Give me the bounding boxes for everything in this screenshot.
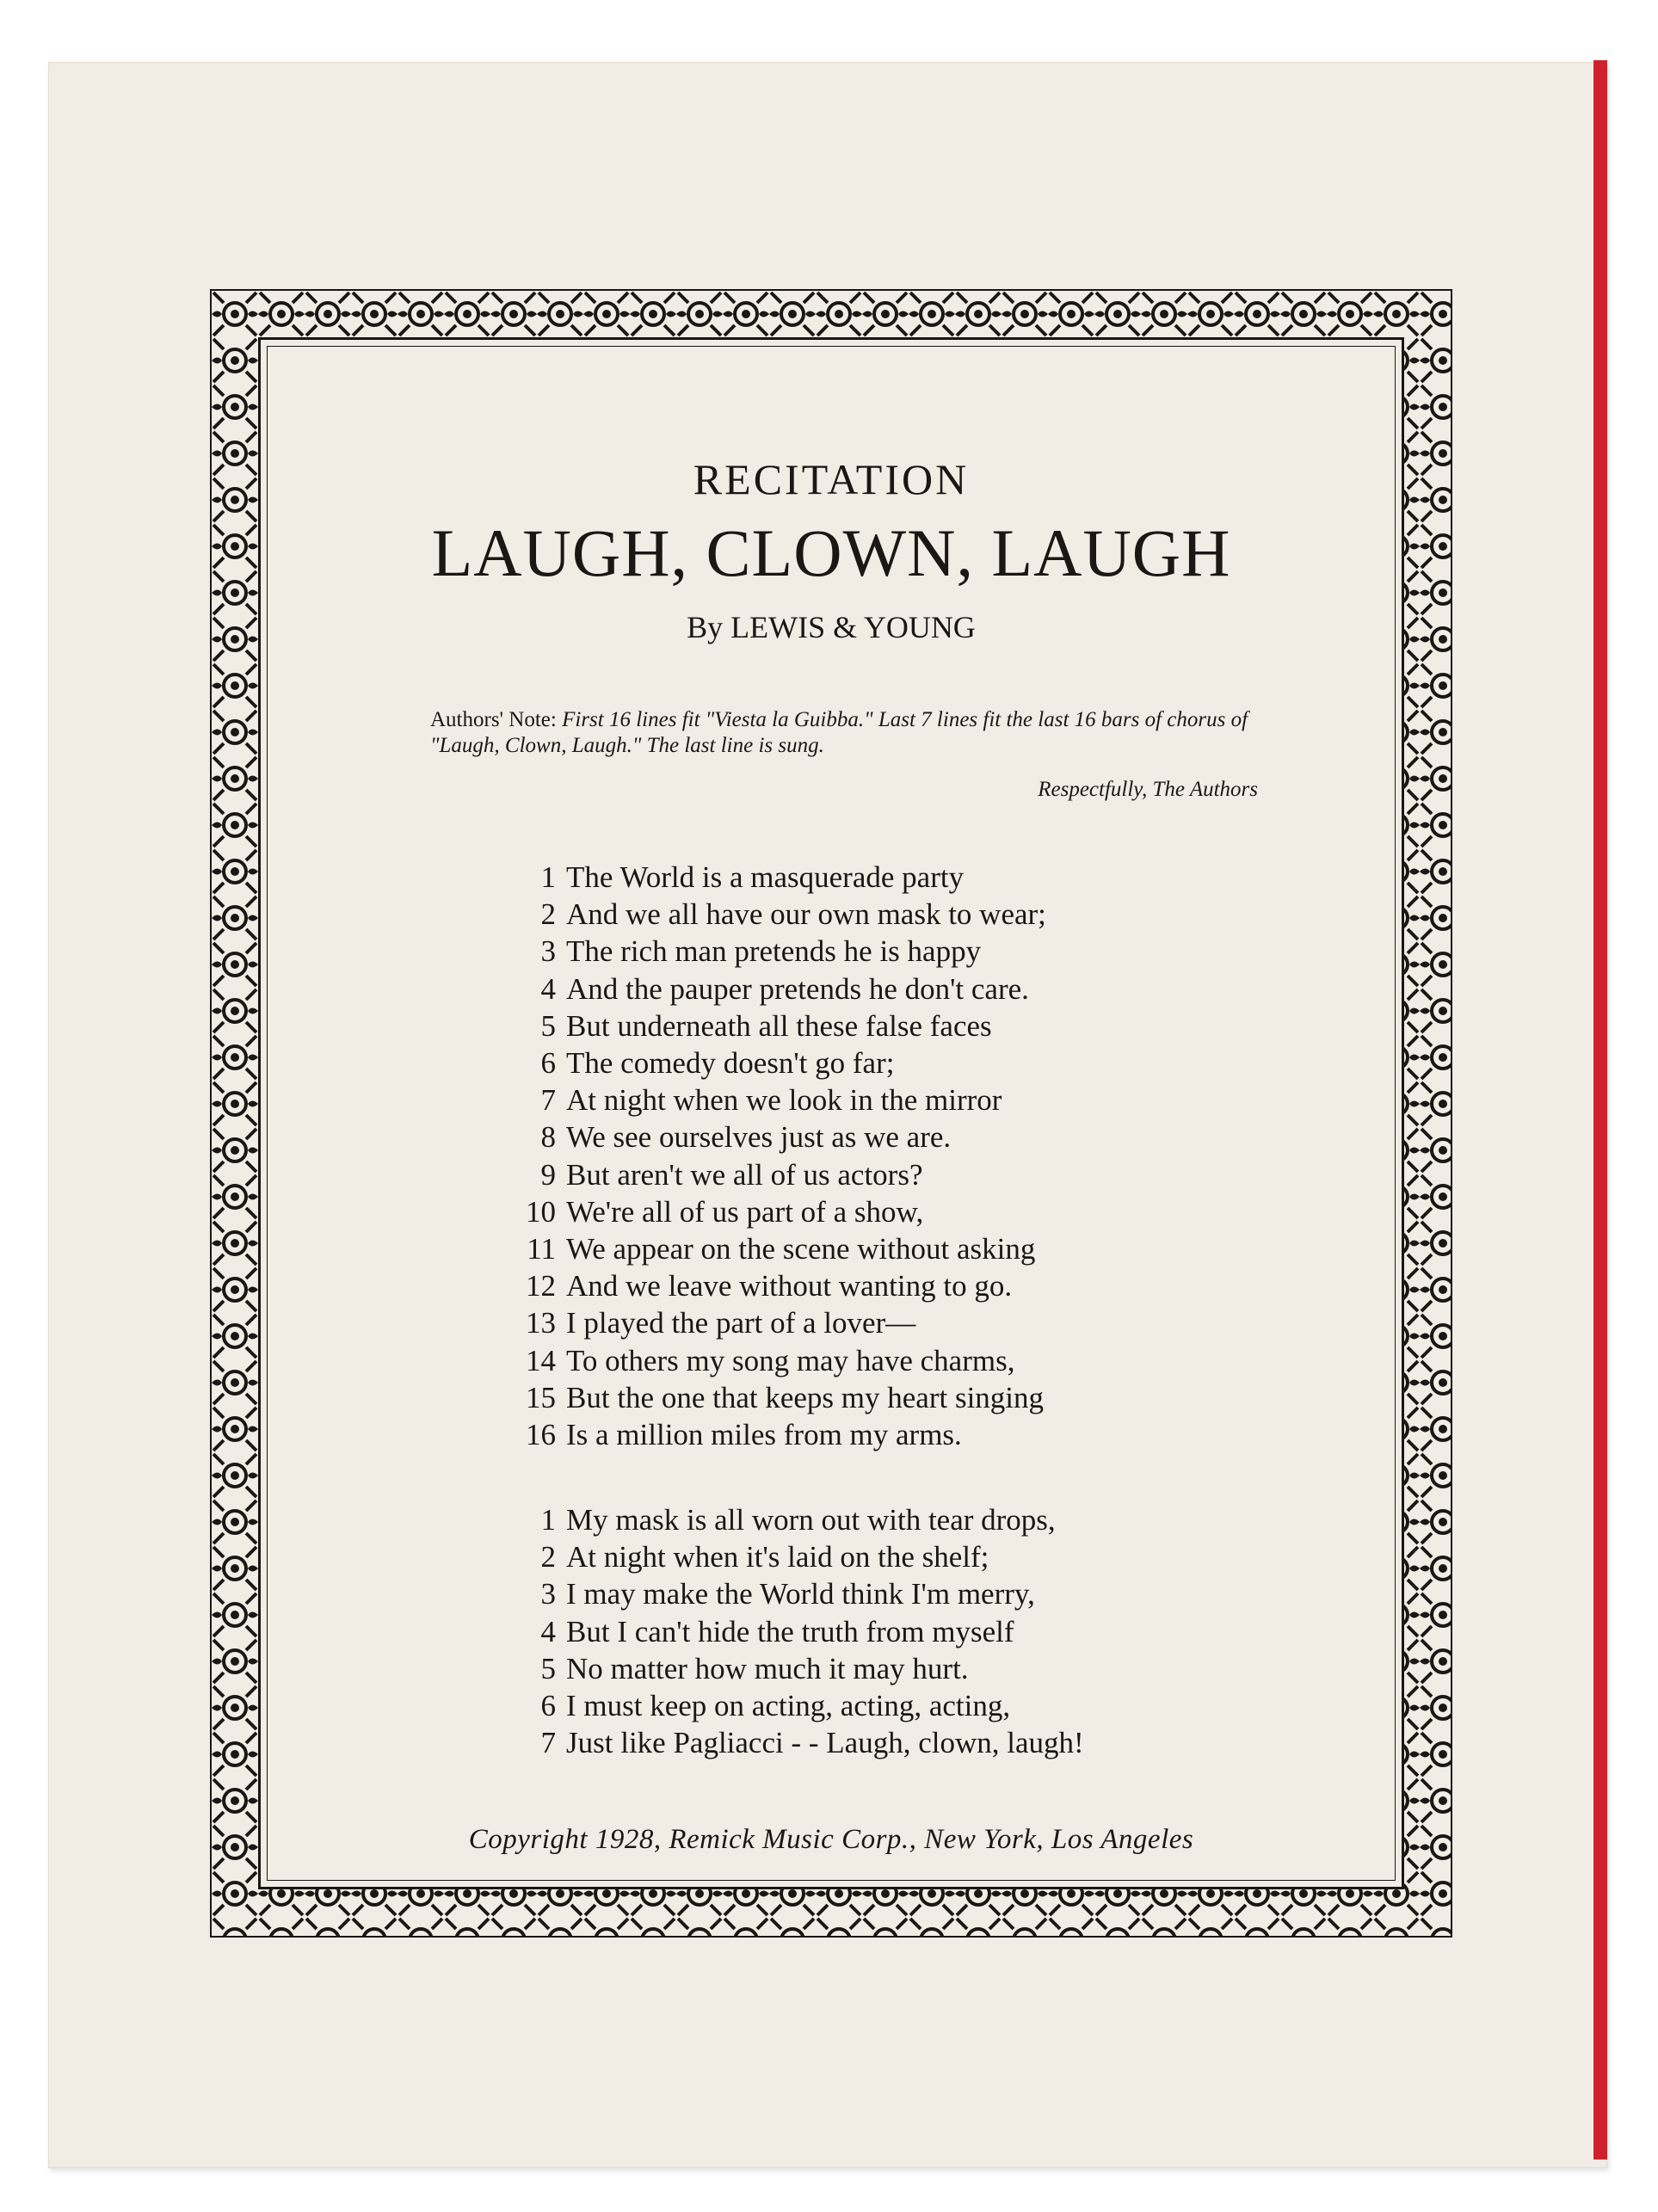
line-text: The comedy doesn't go far; bbox=[566, 1046, 895, 1081]
line-number: 7 bbox=[540, 1083, 556, 1118]
verse-one bbox=[499, 859, 1273, 1453]
verse-line bbox=[499, 1416, 1273, 1453]
line-number: 12 bbox=[526, 1269, 556, 1303]
line-number: 10 bbox=[526, 1194, 556, 1229]
line-number: 3 bbox=[540, 1577, 556, 1611]
verse-line bbox=[499, 1501, 1273, 1538]
line-number: 8 bbox=[540, 1120, 556, 1155]
verse-line bbox=[499, 1575, 1273, 1612]
authors-note-text: First 16 lines fit "Viesta la Guibba." Last 7 lines fit the last 16 bars of chorus of "Laugh, Clown, Laugh." The last line is sung. bbox=[430, 708, 1248, 757]
line-number: 6 bbox=[540, 1046, 556, 1081]
line-text: The rich man pretends he is happy bbox=[566, 934, 982, 969]
line-text: We're all of us part of a show, bbox=[566, 1194, 924, 1229]
line-number: 11 bbox=[527, 1232, 556, 1266]
verse-line bbox=[499, 1267, 1273, 1304]
verse-line bbox=[499, 1007, 1273, 1044]
verse-line bbox=[499, 859, 1273, 896]
line-text: To others my song may have charms, bbox=[566, 1343, 1015, 1377]
verse-line bbox=[499, 1230, 1273, 1267]
verse-line bbox=[499, 1724, 1273, 1761]
line-number: 16 bbox=[526, 1418, 556, 1452]
line-text: But aren't we all of us actors? bbox=[566, 1157, 923, 1192]
line-text: We see ourselves just as we are. bbox=[566, 1120, 952, 1155]
verse-line bbox=[499, 1304, 1273, 1341]
line-text: My mask is all worn out with tear drops, bbox=[566, 1503, 1056, 1537]
line-text: At night when we look in the mirror bbox=[566, 1083, 1002, 1118]
verse-line bbox=[499, 1613, 1273, 1650]
line-text: I played the part of a lover— bbox=[566, 1306, 916, 1340]
authors-signoff: Respectfully, The Authors bbox=[1038, 778, 1258, 801]
line-text: And the pauper pretends he don't care. bbox=[566, 971, 1029, 1006]
verse-line bbox=[499, 1044, 1273, 1081]
verse-line bbox=[499, 1687, 1273, 1724]
line-number: 15 bbox=[526, 1380, 556, 1414]
verse-line bbox=[499, 970, 1273, 1007]
verse-line bbox=[499, 1342, 1273, 1379]
line-number: 5 bbox=[540, 1008, 556, 1043]
authors-note bbox=[430, 707, 1256, 759]
line-text: But underneath all these false faces bbox=[566, 1008, 992, 1043]
copyright-notice: Copyright 1928, Remick Music Corp., New York, Los Angeles bbox=[468, 1824, 1194, 1855]
line-text: Just like Pagliacci - - Laugh, clown, laugh! bbox=[566, 1726, 1084, 1760]
line-number: 4 bbox=[540, 971, 556, 1006]
red-cover-edge bbox=[1593, 60, 1607, 2160]
line-number: 9 bbox=[540, 1157, 556, 1192]
verse-line bbox=[499, 1118, 1273, 1155]
verse-line bbox=[499, 1538, 1273, 1575]
authors-note-lead: Authors' Note: bbox=[430, 708, 557, 731]
line-text: But I can't hide the truth from myself bbox=[566, 1614, 1014, 1648]
verse-line bbox=[499, 896, 1273, 933]
verse-two bbox=[499, 1501, 1273, 1761]
line-text: And we all have our own mask to wear; bbox=[566, 897, 1046, 932]
line-number: 1 bbox=[540, 860, 556, 894]
verse-line bbox=[499, 1650, 1273, 1687]
line-text: We appear on the scene without asking bbox=[566, 1232, 1036, 1266]
verse-line bbox=[499, 1379, 1273, 1416]
line-number: 2 bbox=[540, 897, 556, 932]
verse-line bbox=[499, 1081, 1273, 1118]
line-text: At night when it's laid on the shelf; bbox=[566, 1540, 989, 1574]
verse-line bbox=[499, 1156, 1273, 1193]
line-number: 5 bbox=[540, 1651, 556, 1685]
line-number: 3 bbox=[540, 934, 556, 969]
song-title: LAUGH, CLOWN, LAUGH bbox=[431, 515, 1231, 590]
line-text: And we leave without wanting to go. bbox=[566, 1269, 1013, 1303]
line-text: The World is a masquerade party bbox=[566, 860, 965, 894]
verse-line bbox=[499, 933, 1273, 970]
byline: By LEWIS & YOUNG bbox=[687, 610, 976, 644]
line-number: 4 bbox=[540, 1614, 556, 1648]
line-number: 14 bbox=[526, 1343, 556, 1377]
verse-line bbox=[499, 1193, 1273, 1230]
line-number: 13 bbox=[526, 1306, 556, 1340]
line-number: 6 bbox=[540, 1689, 556, 1723]
heading: RECITATION bbox=[693, 455, 970, 503]
line-number: 2 bbox=[540, 1540, 556, 1574]
line-number: 7 bbox=[540, 1726, 556, 1760]
line-text: But the one that keeps my heart singing bbox=[566, 1380, 1045, 1414]
line-text: No matter how much it may hurt. bbox=[566, 1651, 969, 1685]
line-text: I may make the World think I'm merry, bbox=[566, 1577, 1035, 1611]
line-number: 1 bbox=[540, 1503, 556, 1537]
line-text: I must keep on acting, acting, acting, bbox=[566, 1689, 1011, 1723]
line-text: Is a million miles from my arms. bbox=[566, 1418, 962, 1452]
